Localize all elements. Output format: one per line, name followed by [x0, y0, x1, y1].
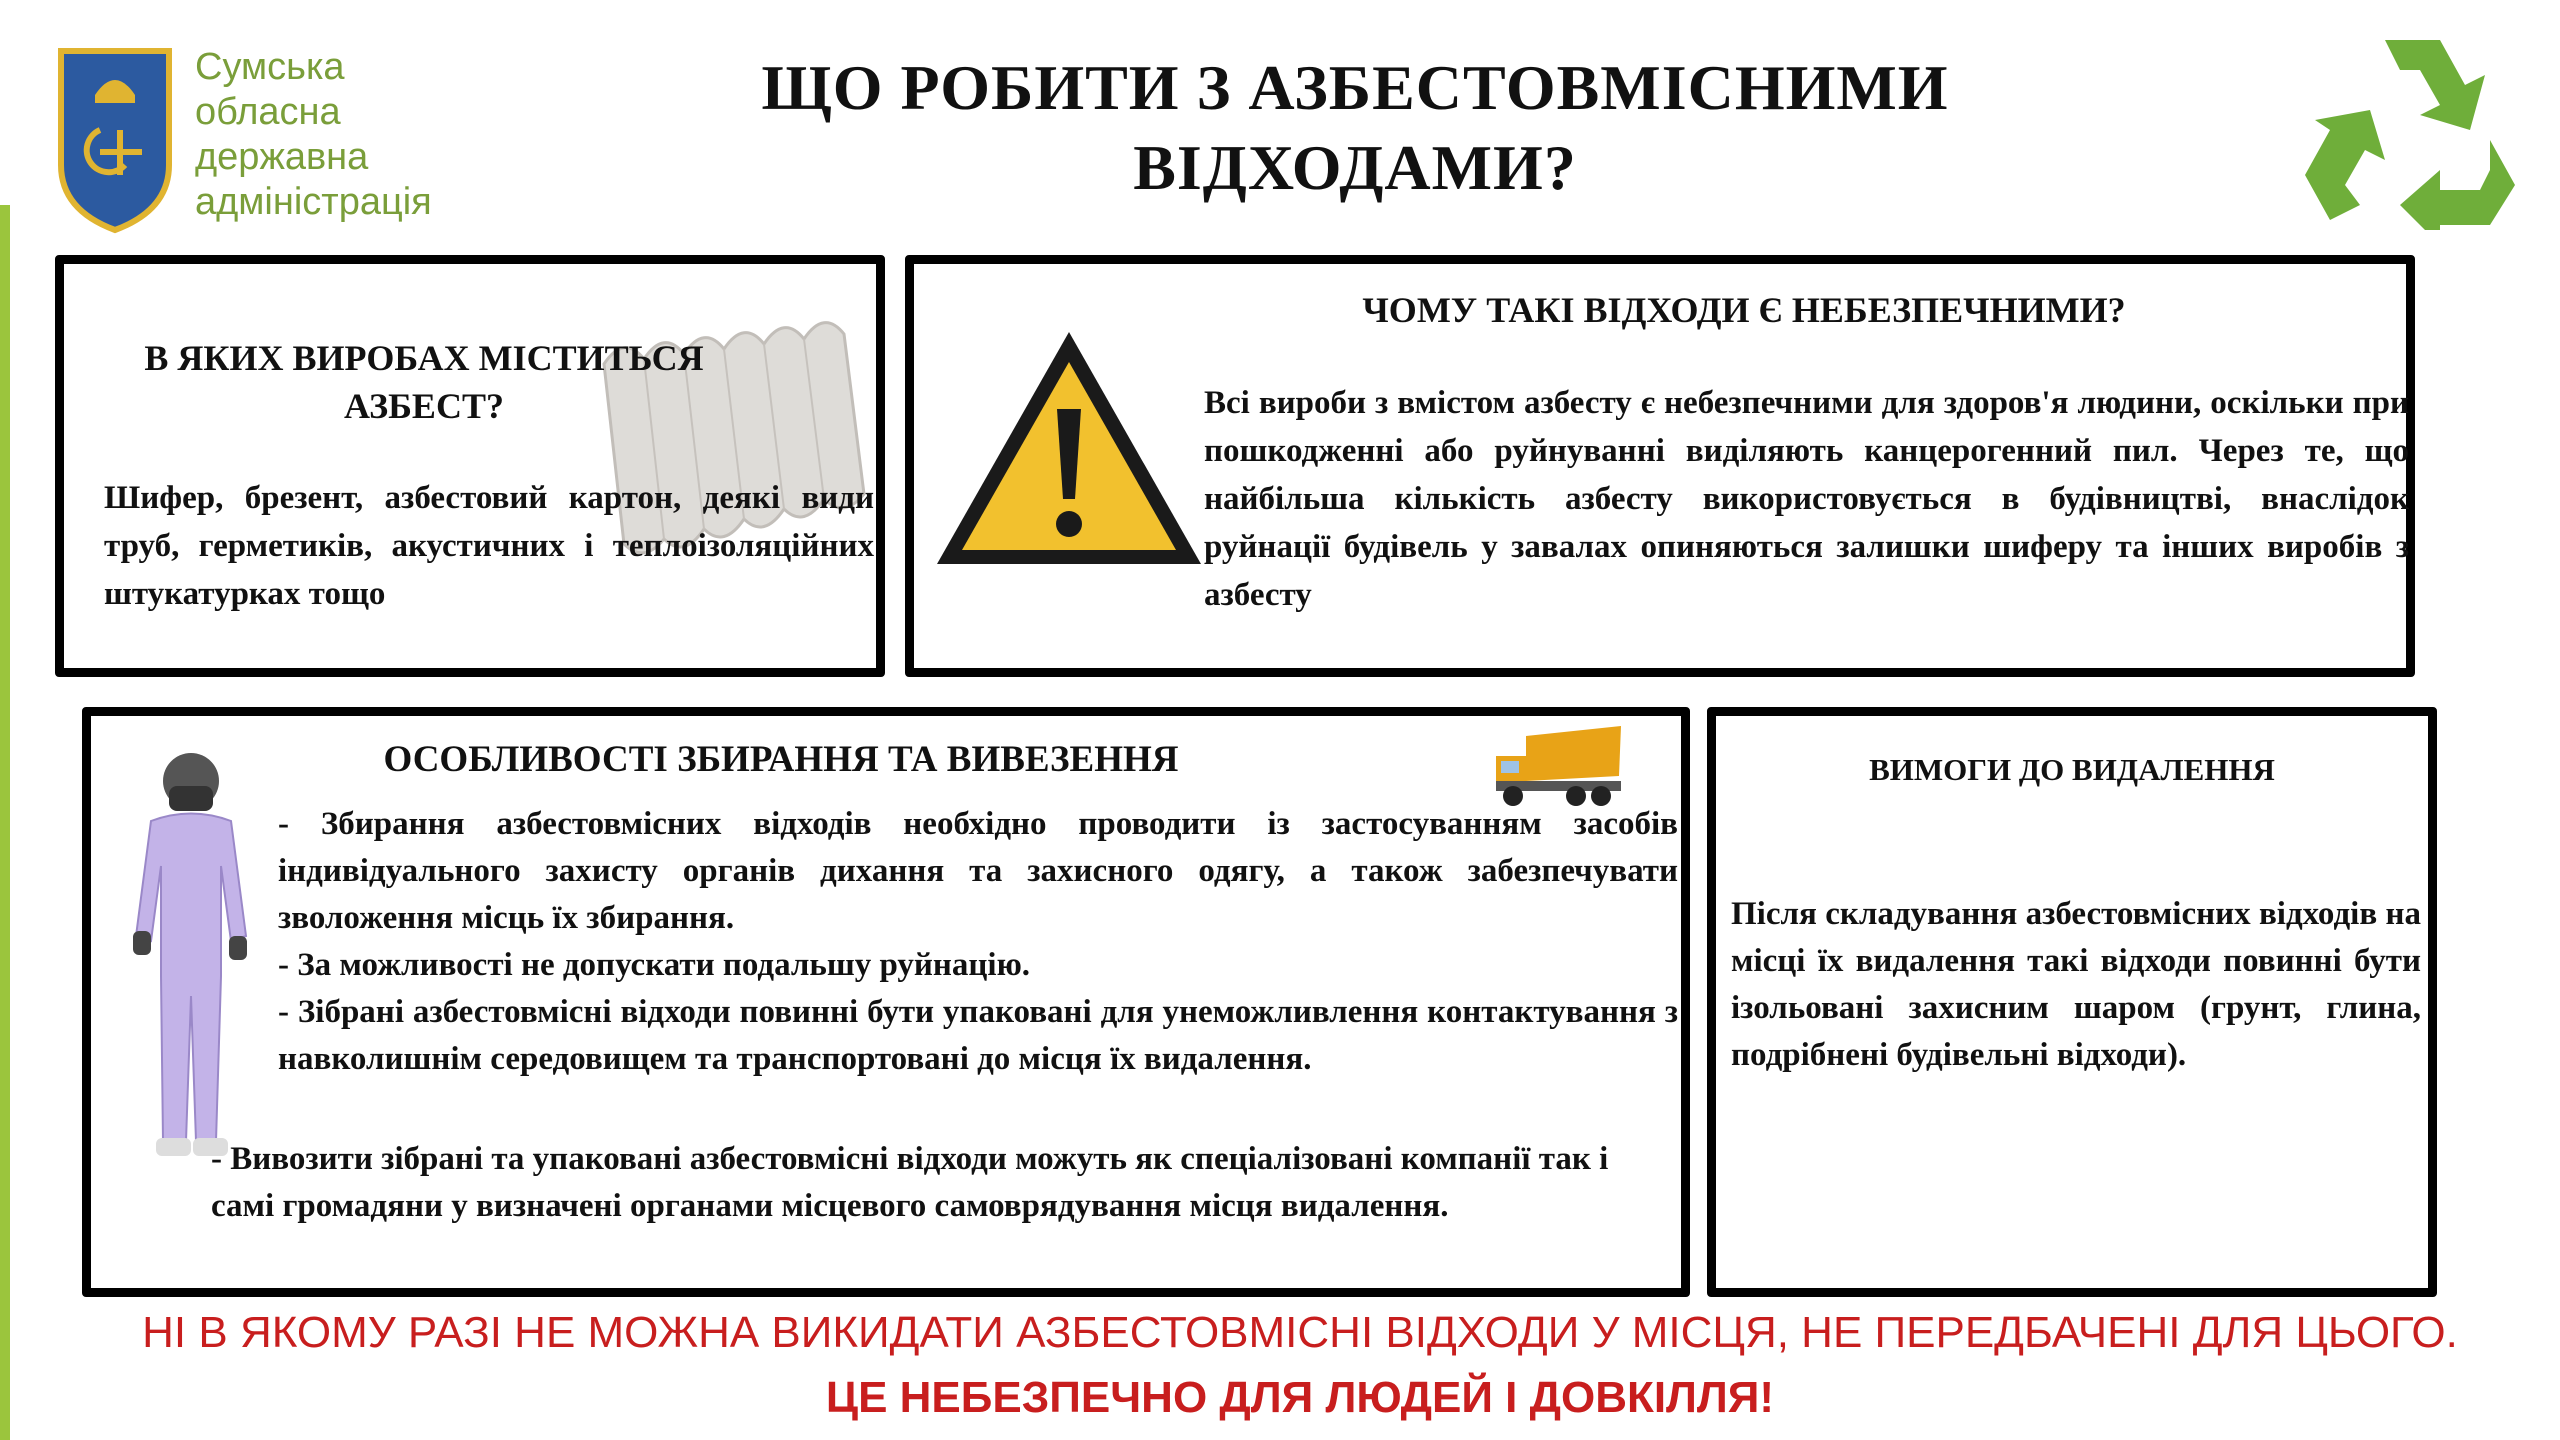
collection-title: ОСОБЛИВОСТІ ЗБИРАННЯ ТА ВИВЕЗЕННЯ [383, 739, 1179, 780]
danger-box [905, 255, 2415, 677]
requirements-text: Після складування азбестовмісних відходів на місці їх видалення такі відходи повинні бути ізольовані захисним шаром (грунт, глина, подрібнені будівельні відходи). [1731, 896, 2421, 1073]
org-line: державна [195, 136, 369, 178]
protective-suit-worker-icon [121, 746, 291, 1166]
org-logo [55, 45, 535, 240]
dump-truck-icon [1491, 726, 1626, 811]
warning-sign-icon [929, 324, 1209, 579]
list-item: - Зібрані азбестовмісні відходи повинні бути упаковані для унеможливлення контактування з навколишнім середовищем та транспортовані до місця їх видалення. [278, 994, 1678, 1077]
warning-line: НІ В ЯКОМУ РАЗІ НЕ МОЖНА ВИКИДАТИ АЗБЕСТОВМІСНІ ВІДХОДИ У МІСЦЯ, НЕ ПЕРЕДБАЧЕНІ ДЛЯ ЦЬОГО. [142, 1308, 2458, 1357]
page-title-line: ЩО РОБИТИ З АЗБЕСТОВМІСНИМИ [761, 52, 1949, 123]
coat-of-arms-icon [55, 45, 175, 235]
requirements-title: ВИМОГИ ДО ВИДАЛЕННЯ [1869, 752, 2275, 787]
page-title-line: ВІДХОДАМИ? [1133, 132, 1577, 203]
warning-line-bold: ЦЕ НЕБЕЗПЕЧНО ДЛЯ ЛЮДЕЙ І ДОВКІЛЛЯ! [825, 1373, 1775, 1422]
org-line: адміністрація [195, 181, 432, 223]
recycle-icon [2290, 30, 2530, 230]
products-title: В ЯКИХ ВИРОБАХ МІСТИТЬСЯ АЗБЕСТ? [144, 338, 704, 426]
danger-title: ЧОМУ ТАКІ ВІДХОДИ Є НЕБЕЗПЕЧНИМИ? [1362, 290, 2126, 330]
org-line: Сумська [195, 46, 345, 88]
collection-list [278, 801, 1678, 1083]
collection-box [82, 707, 1690, 1297]
page-title [640, 48, 2070, 208]
requirements-box [1707, 707, 2437, 1297]
list-item: - Вивозити зібрані та упаковані азбестовмісні відходи можуть як спеціалізовані компанії так і самі громадяни у визначені органами місцевого самоврядування місця видалення. [211, 1141, 1609, 1224]
left-accent-bar [0, 205, 10, 1440]
list-item: - Збирання азбестовмісних відходів необхідно проводити із застосуванням засобів індивідуального захисту органів дихання та захисного одягу, а також забезпечувати зволоження місць їх збирання. [278, 806, 1678, 936]
products-box [55, 255, 885, 677]
org-name [195, 45, 432, 225]
org-line: обласна [195, 91, 341, 133]
danger-text: Всі вироби з вмістом азбесту є небезпечними для здоров'я людини, оскільки при пошкодженні або руйнуванні виділяють канцерогенний пил. Через те, що найбільша кількість азбесту використовується в будівництві, внаслідок руйнації будівель у завалах опиняються залишки шиферу та інших виробів з азбесту [1204, 385, 2409, 613]
list-item: - За можливості не допускати подальшу руйнацію. [278, 947, 1031, 983]
products-text: Шифер, брезент, азбестовий картон, деякі види труб, герметиків, акустичних і теплоізоляційних штукатурках тощо [104, 480, 874, 612]
